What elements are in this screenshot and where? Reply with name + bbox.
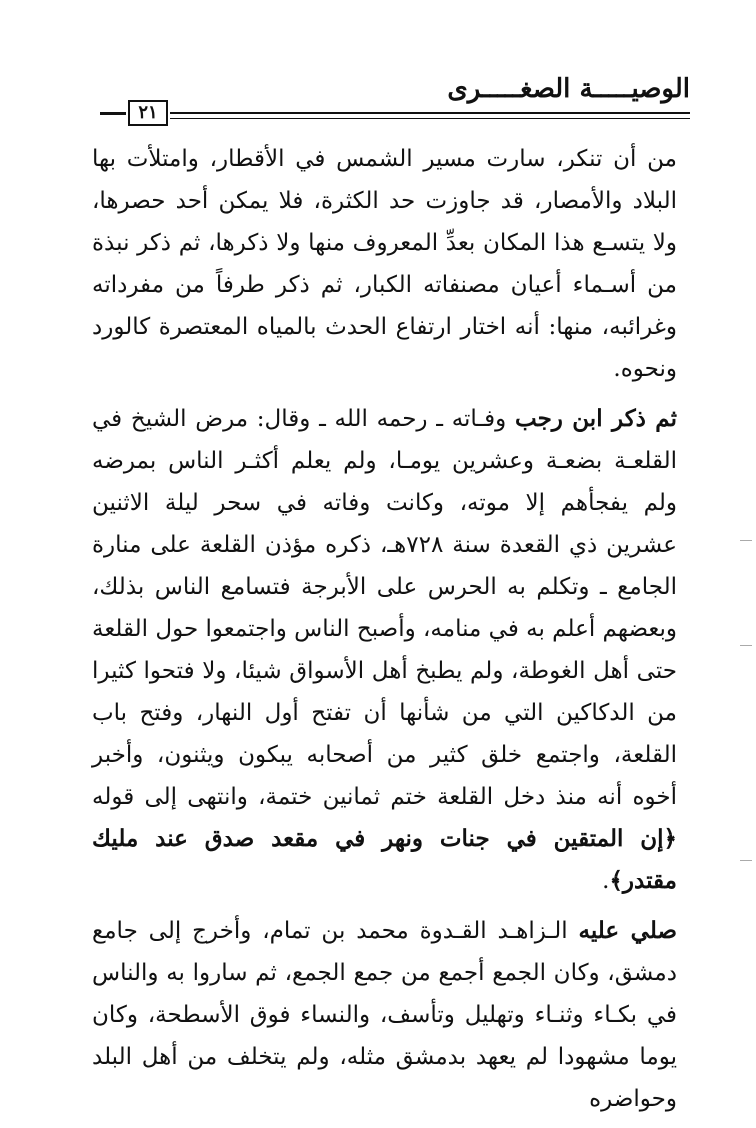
paragraph-text: وفـاته ـ رحمه الله ـ وقال: مرض الشيخ في القلعـة بضعـة وعشرين يومـا، ولم يعلم أكثـر الناس بمرضه ولم يفجأهم إلا موته، وكانت وفاته في سحر ليلة الاثنين عشرين ذي القعدة سنة ٧٢٨هـ، ذكره مؤذن القلعة على منارة الجامع ـ وتكلم به الحرس على الأبرجة فتسامع الناس بذلك، وبعضهم أعلم به في منامه، وأصبح الناس واجتمعوا حول القلعة حتى أهل الغوطة، ولم يطبخ أهل الأسواق شيئا، ولا فتحوا كثيرا من الدكاكين التي من شأنها أن تفتح أول النهار، وفتح باب القلعة، واجتمع خلق كثير من أصحابه يبكون ويثنون، وأخبر أخوه أنه منذ دخل القلعة ختم ثمانين ختمة، وانتهى إلى قوله (92, 406, 677, 810)
page-header (100, 70, 690, 128)
page-number: ٢١ (128, 100, 168, 126)
paragraph-text: الـزاهـد القـدوة محمد بن تمام، وأخرج إلى جامع دمشق، وكان الجمع أجمع من جمع الجمع، ثم ساروا به والناس في بكـاء وثنـاء وتهليل وتأسف، والنساء فوق الأسطحة، وكان يوما مشهودا لم يعهد بدمشق مثله، ولم يتخلف من أهل البلد وحواضره (92, 918, 677, 1112)
page-body (92, 138, 677, 1128)
header-rule-thick (170, 112, 690, 114)
paragraph-lead-bold: صلي عليه (578, 917, 677, 944)
paragraph (92, 398, 677, 902)
header-rule-thin (170, 118, 690, 119)
paragraph-text: . (602, 868, 610, 894)
paragraph (92, 138, 677, 390)
margin-mark (740, 540, 752, 541)
paragraph-text: من أن تنكر، سارت مسير الشمس في الأقطار، وامتلأت بها البلاد والأمصار، قد جاوزت حد الكثرة، فلا يمكن أحد حصرها، ولا يتسـع هذا المكان بعدِّ المعروف منها ولا ذكرها، ثم ذكر نبذة من أسـماء أعيان مصنفاته الكبار، ثم ذكر طرفاً من مفرداته وغرائبه، منها: أنه اختار ارتفاع الحدث بالمياه المعتصرة كالورد ونحوه. (92, 146, 677, 382)
paragraph-lead-bold: ثم ذكر ابن رجب (514, 405, 677, 432)
running-title: الوصيـــــة الصغـــــرى (447, 74, 690, 104)
header-dash (100, 112, 126, 115)
quran-quote: ﴿إن المتقين في جنات ونهر في مقعد صدق عند مليك مقتدر﴾ (92, 825, 677, 894)
margin-mark (740, 645, 752, 646)
margin-mark (740, 860, 752, 861)
paragraph (92, 910, 677, 1120)
